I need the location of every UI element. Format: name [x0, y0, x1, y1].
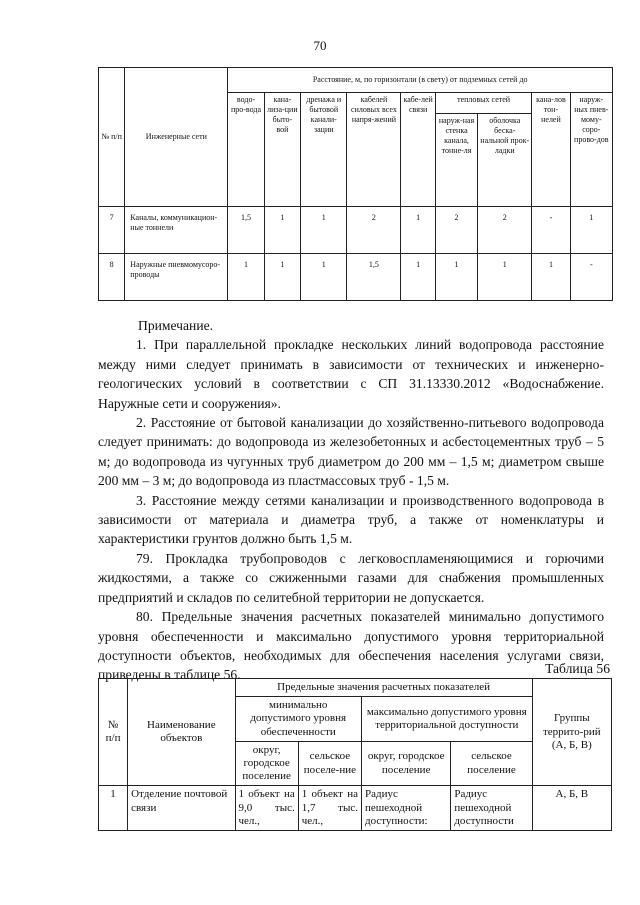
- t2-header-limit: Предельные значения расчетных показателей: [235, 679, 532, 697]
- t2-row-name: Отделение почтовой связи: [128, 786, 235, 831]
- col-water: водо-про-вода: [228, 93, 264, 207]
- cell: 1: [435, 254, 477, 301]
- row-name: Наружные пневмомусоро-проводы: [125, 254, 228, 301]
- col-heat: тепловых сетей: [435, 93, 531, 114]
- t2-min-rural: 1 объект на 1,7 тыс. чел.,: [298, 786, 361, 831]
- t2-header-max: максимально допустимого уровня территориальной доступности: [361, 697, 532, 742]
- cell: 1: [570, 207, 612, 254]
- col-pneumo: наруж-ных пнев-мому-соро-прово-дов: [570, 93, 612, 207]
- row-num: 7: [99, 207, 125, 254]
- distances-table: [98, 67, 613, 301]
- col-heat-shell: оболочка беска-нальной прок-ладки: [478, 114, 532, 207]
- note-3: 3. Расстояние между сетями канализации и производственного водопровода в зависимости от материала и диаметра труб, а также от номенклатуры и характеристики грунтов должно быть 1,5 м.: [98, 492, 604, 547]
- col-sewer: кана-лиза-ции быто-вой: [264, 93, 300, 207]
- cell: 2: [347, 207, 401, 254]
- cell: 1: [301, 207, 347, 254]
- paragraph-79: 79. Прокладка трубопроводов с легковоспламеняющимися и горючими жидкостями, а также со сжиженными газами для снабжения промышленных предприятий и складов по селитебной территории не допускается.: [98, 550, 604, 605]
- header-num: № п/п: [99, 68, 125, 207]
- cell: 1: [264, 207, 300, 254]
- cell: 1,5: [228, 207, 264, 254]
- page-number: 70: [313, 38, 327, 53]
- cell: 1: [532, 254, 570, 301]
- t2-max-city: Радиус пешеходной доступности:: [361, 786, 450, 831]
- t2-header-city: округ, городское поселение: [235, 741, 298, 786]
- col-heat-outer: наруж-ная стенка канала, тонне-ля: [435, 114, 477, 207]
- row-name: Каналы, коммуникацион-ные тоннели: [125, 207, 228, 254]
- t2-max-rural: Радиус пешеходной доступности: [451, 786, 532, 831]
- col-drain: дренажа и бытовой канали-зации: [301, 93, 347, 207]
- cell: 2: [478, 207, 532, 254]
- t2-groups: А, Б, В: [532, 786, 611, 831]
- t2-header-rural: сельское поселе-ние: [298, 741, 361, 786]
- table-row: [99, 207, 613, 254]
- notes-block: [98, 316, 604, 685]
- note-1: 1. При параллельной прокладке нескольких линий водопровода расстояние между ними следует принимать в зависимости от технических и инженерно-геологических условий в соответствии с СП 31.13330.2012 «Водоснабжение. Наружные сети и сооружения».: [98, 337, 604, 411]
- t2-header-name: Наименование объектов: [128, 679, 235, 786]
- note-2: 2. Расстояние от бытовой канализации до хозяйственно-питьевого водопровода следует принимать: до водопровода из железобетонных и асбестоцементных труб – 5 м; до водопровода из чугунных труб диаметром до 200 мм – 1,5 м; диаметром свыше 200 мм – 3 м; до водопровода из пластмассовых труб - 1,5 м.: [98, 415, 604, 489]
- cell: 1: [478, 254, 532, 301]
- t2-row-num: 1: [99, 786, 128, 831]
- cell: 2: [435, 207, 477, 254]
- cell: -: [532, 207, 570, 254]
- t2-header-num: № п/п: [99, 679, 128, 786]
- communications-table: [98, 678, 612, 831]
- cell: -: [570, 254, 612, 301]
- t2-min-city: 1 объект на 9,0 тыс. чел.,: [235, 786, 298, 831]
- cell: 1: [228, 254, 264, 301]
- table-caption: Таблица 56: [545, 661, 610, 676]
- cell: 1: [301, 254, 347, 301]
- col-comm: кабе-лей связи: [401, 93, 435, 207]
- table-row: [99, 786, 612, 831]
- t2-header-city2: округ, городское поселение: [361, 741, 450, 786]
- notes-title: Примечание.: [138, 318, 214, 333]
- cell: 1: [264, 254, 300, 301]
- header-networks: Инженерные сети: [125, 68, 228, 207]
- t2-header-rural2: сельское поселение: [451, 741, 532, 786]
- cell: 1: [401, 207, 435, 254]
- header-distance: Расстояние, м, по горизонтали (в свету) от подземных сетей до: [228, 68, 613, 93]
- cell: 1: [401, 254, 435, 301]
- paragraph-80: 80. Предельные значения расчетных показателей минимально допустимого уровня обеспеченности и максимально допустимого уровня территориальной доступности объектов, необходимых для обеспечения населения услугами связи, приведены в таблице 56.: [98, 609, 604, 683]
- t2-header-min: минимально допустимого уровня обеспеченности: [235, 697, 361, 742]
- row-num: 8: [99, 254, 125, 301]
- col-power: кабелей силовых всех напря-жений: [347, 93, 401, 207]
- t2-header-groups: Группы террито-рий (А, Б, В): [532, 679, 611, 786]
- col-channels: кана-лов тон-нелей: [532, 93, 570, 207]
- cell: 1,5: [347, 254, 401, 301]
- table-row: [99, 254, 613, 301]
